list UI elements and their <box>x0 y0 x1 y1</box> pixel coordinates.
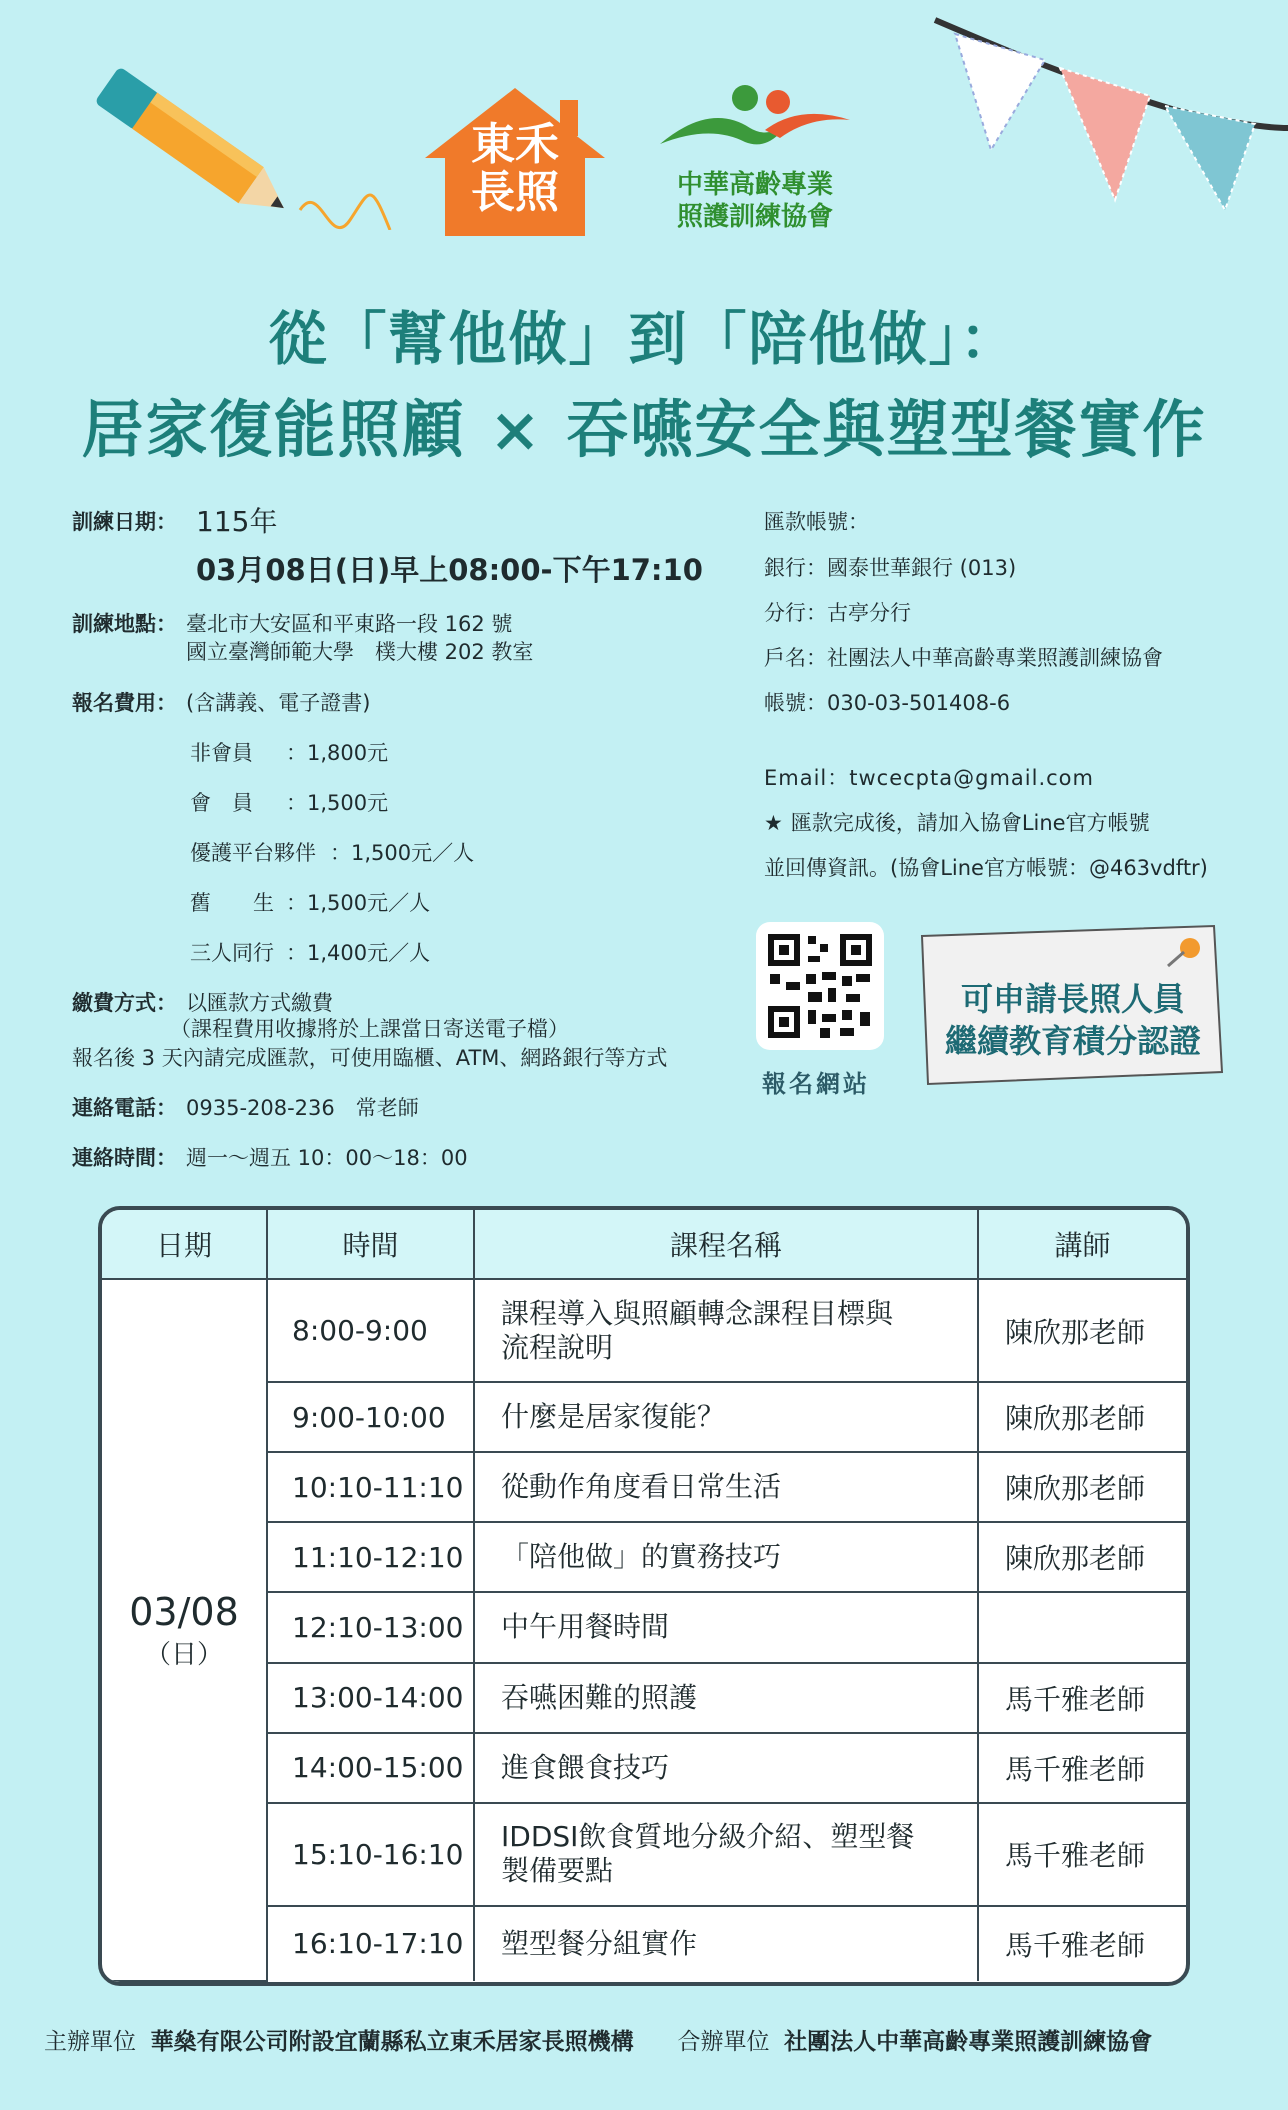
pencil-icon <box>70 60 410 230</box>
teacher-cell: 陳欣那老師 <box>978 1279 1186 1382</box>
fee-note: (含講義、電子證書) <box>186 691 371 715</box>
hours-value: 週一～週五 10：00～18：00 <box>186 1146 468 1170</box>
payment-note: （課程費用收據將於上課當日寄送電子檔） <box>170 1017 569 1041</box>
teacher-cell: 馬千雅老師 <box>978 1733 1186 1803</box>
weekday-value: （日） <box>144 1639 223 1670</box>
header-time: 時間 <box>267 1210 474 1279</box>
payment-label: 繳費方式： <box>72 991 177 1015</box>
phone-value: 0935-208-236 常老師 <box>186 1096 419 1120</box>
course-text-2: 製備要點 <box>501 1854 614 1888</box>
time-cell: 16:10-17:10 <box>267 1906 474 1981</box>
course-cell: 中午用餐時間 <box>474 1592 978 1662</box>
course-cell <box>474 1279 978 1382</box>
course-text: IDDSI飲食質地分級介紹、塑型餐 <box>501 1820 915 1854</box>
fee-label: 報名費用： <box>72 691 177 715</box>
payment-deadline: 報名後 3 天內請完成匯款，可使用臨櫃、ATM、網路銀行等方式 <box>72 1046 668 1070</box>
course-cell: 進食餵食技巧 <box>474 1733 978 1803</box>
course-cell: 什麼是居家復能？ <box>474 1382 978 1452</box>
bank-name: 銀行：國泰世華銀行 (013) <box>764 556 1017 580</box>
header-teacher: 講師 <box>978 1210 1186 1279</box>
course-text: 課程導入與照顧轉念課程目標與 <box>501 1296 894 1330</box>
table-row <box>102 1279 1186 1382</box>
time-cell: 11:10-12:10 <box>267 1522 474 1592</box>
date-time: 03月08日(日)早上08:00-下午17:10 <box>196 553 703 587</box>
hours-label: 連絡時間： <box>72 1146 177 1170</box>
co-organizer-label: 合辦單位 <box>677 2029 770 2055</box>
time-cell: 14:00-15:00 <box>267 1733 474 1803</box>
logo-text-line1: 東禾 <box>471 119 559 170</box>
email[interactable]: Email：twcecpta@gmail.com <box>764 766 1094 790</box>
header-course: 課程名稱 <box>474 1210 978 1279</box>
organizer-name: 華燊有限公司附設宜蘭縣私立東禾居家長照機構 <box>150 2029 634 2055</box>
co-organizer-name: 社團法人中華高齡專業照護訓練協會 <box>784 2029 1153 2055</box>
payment-method: 以匯款方式繳費 <box>186 991 333 1015</box>
schedule-table <box>98 1206 1190 1986</box>
fee-type-2: 優護平台夥伴 <box>190 841 316 865</box>
teacher-cell: 馬千雅老師 <box>978 1663 1186 1733</box>
fee-price-2: ：1,500元／人 <box>330 841 475 865</box>
sub-title: 居家復能照顧 × 吞嚥安全與塑型餐實作 <box>81 393 1207 466</box>
teacher-cell: 陳欣那老師 <box>978 1522 1186 1592</box>
logo-assoc-line2: 照護訓練協會 <box>676 202 833 232</box>
line-notice-text: 匯款完成後，請加入協會Line官方帳號 <box>790 811 1150 835</box>
organizer-label: 主辦單位 <box>44 2029 136 2055</box>
teacher-cell: 陳欣那老師 <box>978 1382 1186 1452</box>
fee-price-0: ：1,800元 <box>286 741 389 765</box>
bunting-flags-icon <box>925 0 1288 230</box>
logo-assoc-line1: 中華高齡專業 <box>676 170 833 200</box>
teacher-cell <box>978 1592 1186 1662</box>
fee-type-3: 舊 生 <box>190 891 295 915</box>
course-cell: 塑型餐分組實作 <box>474 1906 978 1981</box>
fee-price-3: ：1,500元／人 <box>286 891 431 915</box>
bank-account-number: 帳號：030-03-501408-6 <box>764 691 1011 715</box>
place-line1: 臺北市大安區和平東路一段 162 號 <box>186 612 513 636</box>
teacher-cell: 馬千雅老師 <box>978 1803 1186 1906</box>
place-line2: 國立臺灣師範大學 樸大樓 202 教室 <box>186 640 534 664</box>
bank-branch: 分行：古亭分行 <box>764 601 911 625</box>
course-text-2: 流程說明 <box>501 1330 614 1364</box>
bank-account-name: 戶名：社團法人中華高齡專業照護訓練協會 <box>764 646 1163 670</box>
time-cell: 9:00-10:00 <box>267 1382 474 1452</box>
course-cell: 從動作角度看日常生活 <box>474 1452 978 1522</box>
fee-price-1: ：1,500元 <box>286 791 389 815</box>
qr-label: 報名網站 <box>762 1070 870 1098</box>
fee-type-0: 非會員 <box>190 741 274 765</box>
place-label: 訓練地點： <box>72 612 177 636</box>
time-cell: 13:00-14:00 <box>267 1663 474 1733</box>
time-cell: 12:10-13:00 <box>267 1592 474 1662</box>
teacher-cell: 陳欣那老師 <box>978 1452 1186 1522</box>
star-icon: ★ <box>764 811 783 835</box>
logo-text-line2: 長照 <box>471 167 559 218</box>
phone-label: 連絡電話： <box>72 1096 177 1120</box>
date-cell <box>102 1279 267 1981</box>
date-year: 115年 <box>196 505 278 538</box>
qr-code[interactable] <box>756 922 884 1050</box>
dh-care-logo <box>420 80 610 240</box>
bank-heading: 匯款帳號： <box>764 510 869 534</box>
fee-price-4: ：1,400元／人 <box>286 941 431 965</box>
course-cell: 「陪他做」的實務技巧 <box>474 1522 978 1592</box>
date-label: 訓練日期： <box>72 510 177 534</box>
association-logo <box>650 80 860 240</box>
fee-type-4: 三人同行 <box>190 941 274 965</box>
date-value: 03/08 <box>129 1589 239 1634</box>
people-logo-icon <box>650 80 860 160</box>
line-notice <box>764 807 1150 837</box>
footer <box>44 2023 1152 2056</box>
note-line2: 繼續教育積分認證 <box>944 1022 1201 1060</box>
course-cell: 吞嚥困難的照護 <box>474 1663 978 1733</box>
note-line1: 可申請長照人員 <box>960 980 1185 1018</box>
table-header-row <box>102 1210 1186 1279</box>
course-cell <box>474 1803 978 1906</box>
header-date: 日期 <box>102 1210 267 1279</box>
time-cell: 8:00-9:00 <box>267 1279 474 1382</box>
credit-note-card <box>918 922 1228 1090</box>
time-cell: 10:10-11:10 <box>267 1452 474 1522</box>
fee-type-1: 會 員 <box>190 791 274 815</box>
qr-code-icon <box>756 922 884 1050</box>
time-cell: 15:10-16:10 <box>267 1803 474 1906</box>
main-title: 從「幫他做」到「陪他做」： <box>268 305 1020 373</box>
line-notice-2: 並回傳資訊。(協會Line官方帳號：@463vdftr) <box>764 856 1208 880</box>
teacher-cell: 馬千雅老師 <box>978 1906 1186 1981</box>
